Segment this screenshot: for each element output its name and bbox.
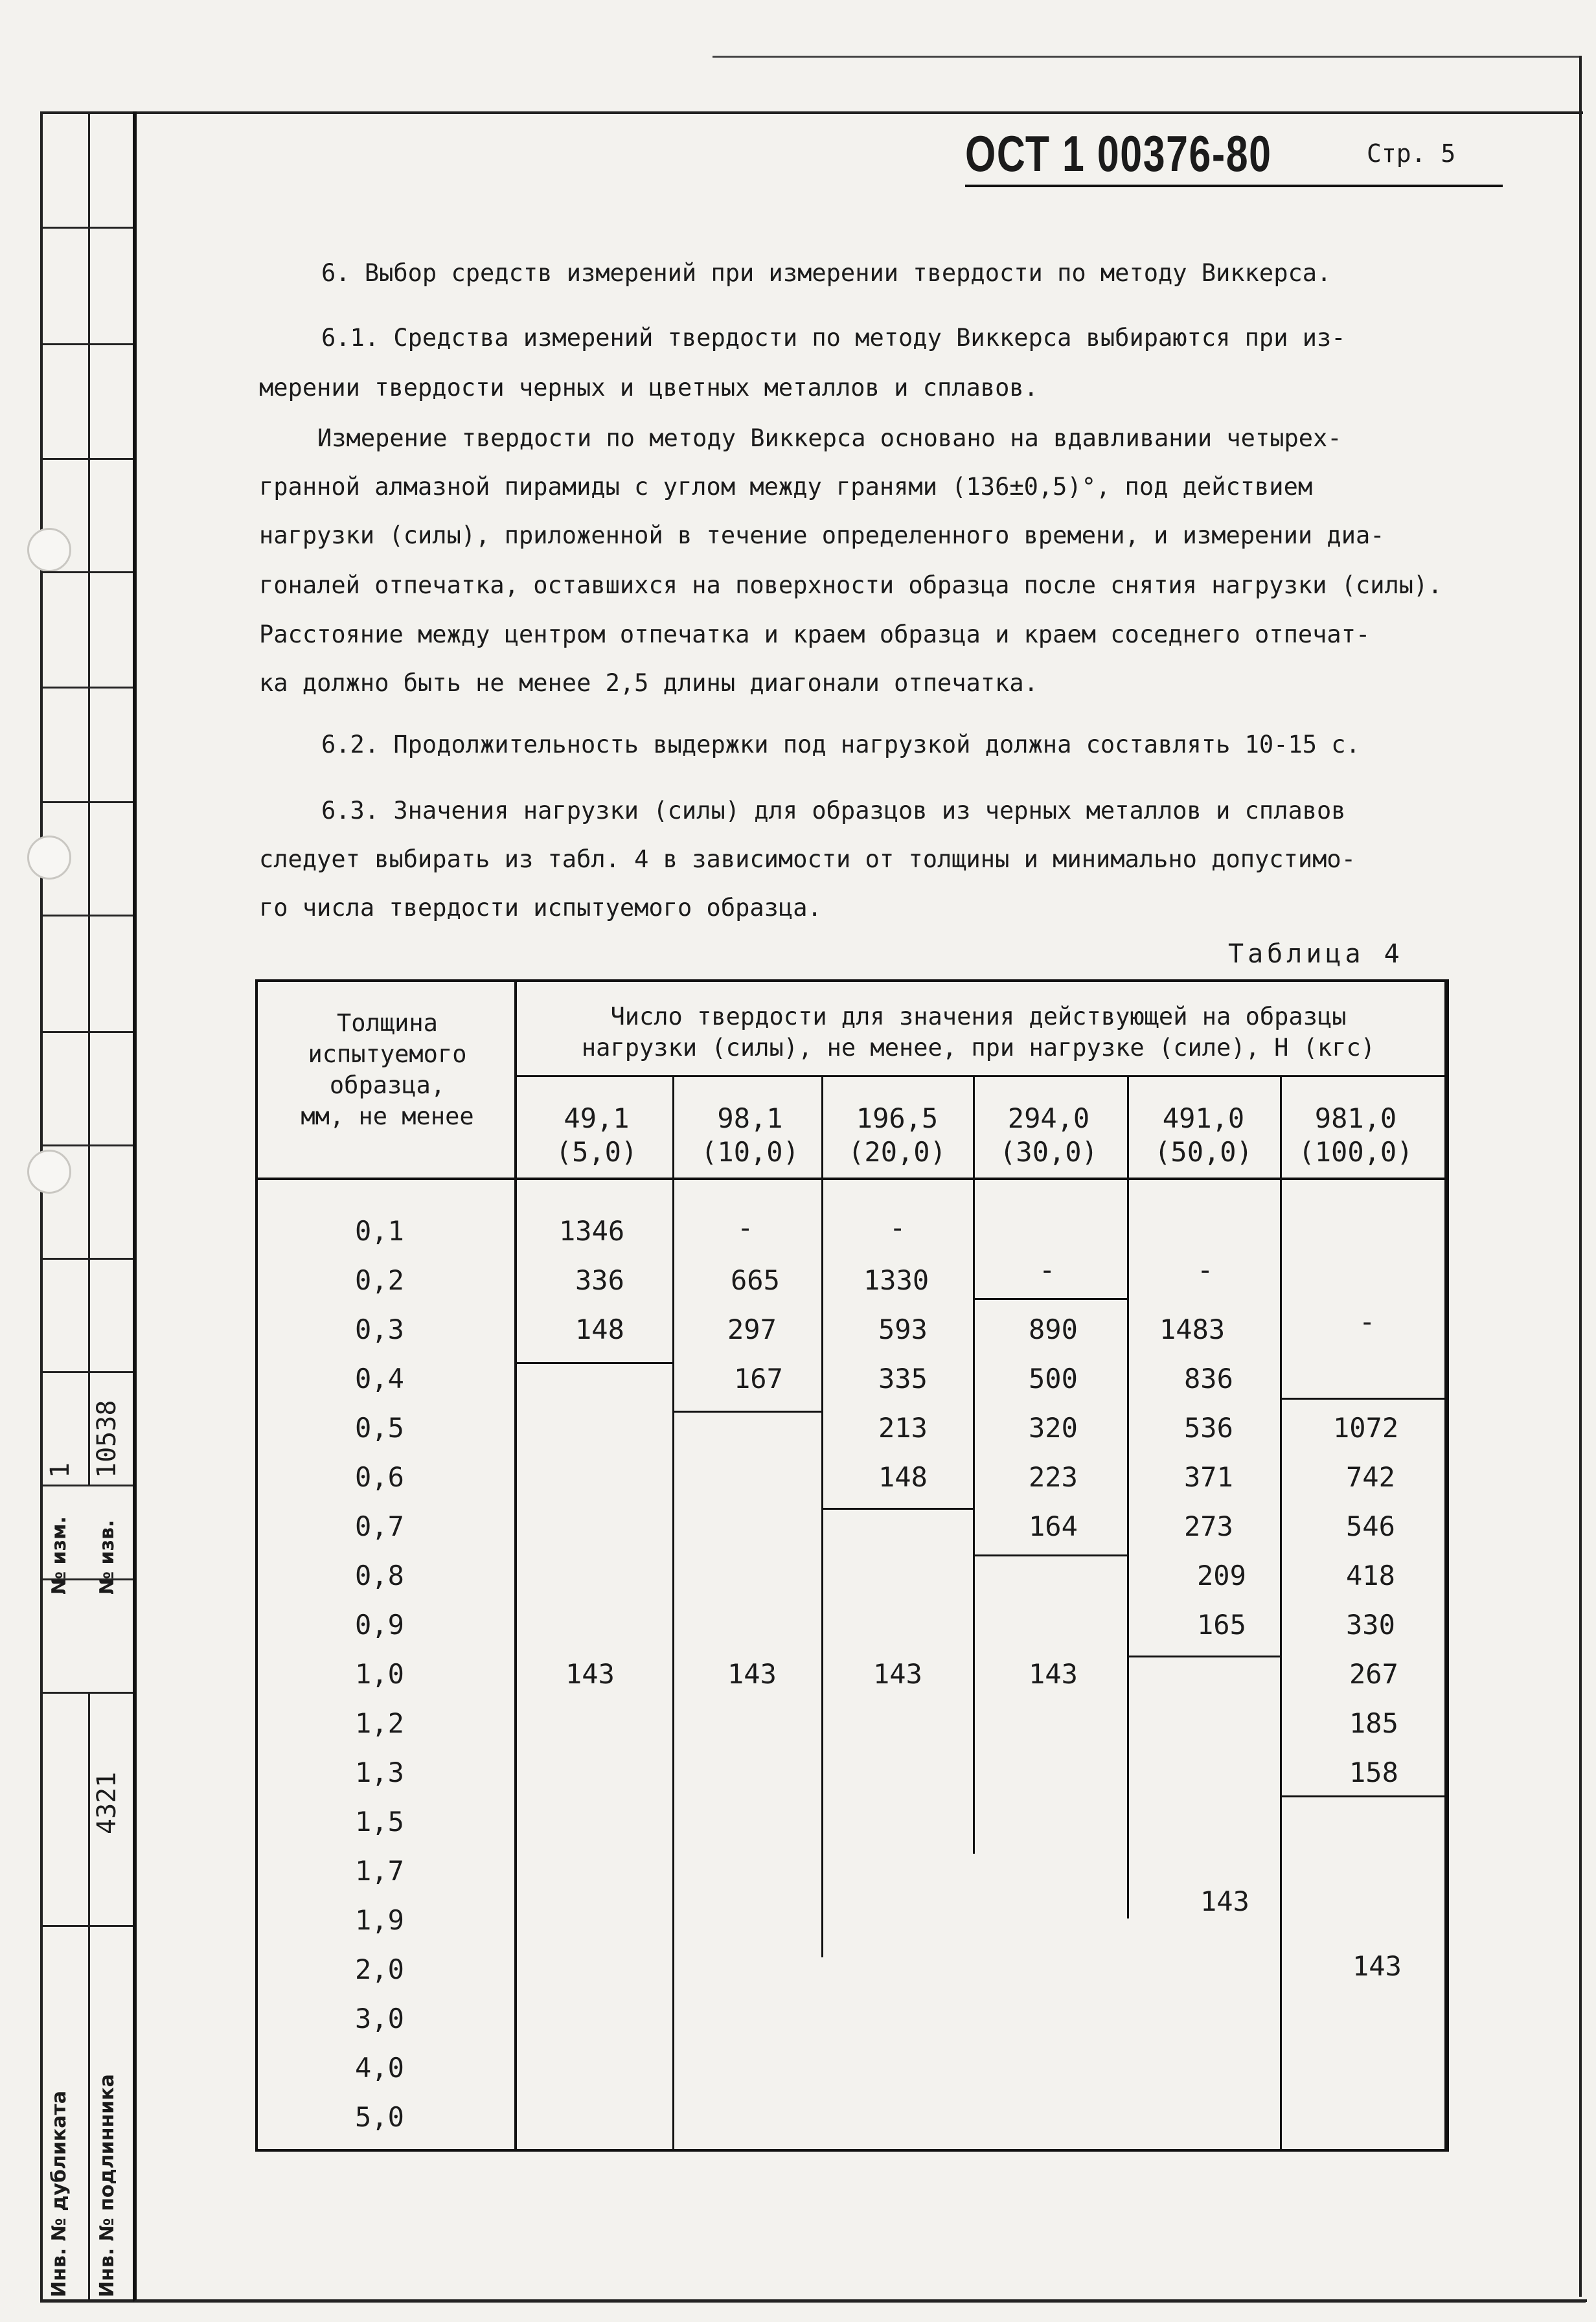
hardness-cell: 143 <box>1352 1950 1402 1982</box>
header-line: нагрузки (силы), не менее, при нагрузке (силе), Н (кгс) <box>581 1034 1376 1062</box>
table-caption: Таблица 4 <box>1228 939 1404 969</box>
paragraph-line: го числа твердости испытуемого образца. <box>259 894 822 922</box>
podl-label: Инв. № подлинника <box>96 2074 119 2297</box>
grid-line <box>973 1554 1128 1556</box>
paragraph-line: 6.2. Продолжительность выдержки под нагрузкой должна составлять 10-15 с. <box>321 731 1360 758</box>
load-value-kgs: (5,0) <box>555 1136 638 1168</box>
hardness-cell: 665 <box>731 1264 780 1296</box>
grid-line <box>821 1180 823 1957</box>
hardness-cell: 143 <box>565 1658 615 1690</box>
stamp-row-line <box>40 1031 133 1033</box>
header-line: Толщина <box>337 1009 438 1037</box>
thickness-cell: 1,5 <box>355 1806 404 1838</box>
paragraph-line: гранной алмазной пирамиды с углом между гранями (136±0,5)°, под действием <box>259 473 1313 501</box>
thickness-cell: 0,8 <box>355 1560 404 1591</box>
paragraph-line: мерении твердости черных и цветных металлов и сплавов. <box>259 374 1038 402</box>
load-value-kgs: (100,0) <box>1298 1136 1413 1168</box>
load-value: 491,0 <box>1162 1102 1245 1134</box>
paragraph-line: 6.3. Значения нагрузки (силы) для образцов из черных металлов и сплавов <box>321 797 1346 825</box>
hardness-cell: 143 <box>1200 1885 1249 1917</box>
load-value: 49,1 <box>564 1102 630 1134</box>
stamp-row-line <box>40 1485 133 1486</box>
grid-line <box>258 1178 1444 1180</box>
thickness-cell: 1,2 <box>355 1707 404 1739</box>
grid-line <box>973 1180 975 1854</box>
load-header-49 <box>522 1102 671 1169</box>
header-line: мм, не менее <box>301 1102 474 1130</box>
grid-line <box>821 1075 823 1180</box>
load-value: 98,1 <box>717 1102 783 1134</box>
thickness-cell: 0,3 <box>355 1314 404 1345</box>
grid-line <box>1280 1795 1444 1797</box>
stamp-row-line <box>40 1144 133 1146</box>
hardness-cell: 593 <box>878 1314 928 1345</box>
stamp-row-line <box>40 1371 133 1373</box>
load-header-294 <box>974 1102 1123 1169</box>
hardness-cell: 742 <box>1346 1461 1395 1493</box>
hardness-cell: 418 <box>1346 1560 1395 1591</box>
load-value-kgs: (20,0) <box>848 1136 946 1168</box>
stamp-row-line <box>40 687 133 689</box>
hardness-cell: 165 <box>1197 1609 1246 1641</box>
thickness-cell: 1,9 <box>355 1904 404 1936</box>
thickness-cell: 0,5 <box>355 1412 404 1444</box>
hardness-cell: 167 <box>734 1363 783 1394</box>
paragraph-line: следует выбирать из табл. 4 в зависимости от толщины и минимально допустимо- <box>259 845 1356 873</box>
margin-stamp-column <box>40 111 133 2299</box>
hardness-cell: 890 <box>1029 1314 1078 1345</box>
thickness-cell: 0,6 <box>355 1461 404 1493</box>
thickness-cell: 0,2 <box>355 1264 404 1296</box>
stamp-row-line <box>40 1925 133 1927</box>
grid-line <box>514 1075 1444 1077</box>
stamp-divider <box>88 1692 90 2299</box>
hardness-cell: 1072 <box>1333 1412 1399 1444</box>
outer-frame-top-line <box>712 56 1580 58</box>
hardness-cell: 273 <box>1184 1510 1233 1542</box>
izm-value: 1 <box>45 1462 75 1478</box>
hardness-cell: 143 <box>727 1658 777 1690</box>
stamp-divider <box>88 111 90 1485</box>
hardness-cell: 546 <box>1346 1510 1395 1542</box>
hardness-cell: 143 <box>873 1658 922 1690</box>
hardness-cell: - <box>1039 1254 1056 1286</box>
load-value: 294,0 <box>1007 1102 1090 1134</box>
hardness-cell: 536 <box>1184 1412 1233 1444</box>
load-value-kgs: (50,0) <box>1154 1136 1253 1168</box>
thickness-cell: 2,0 <box>355 1953 404 1985</box>
grid-line <box>672 1180 674 2149</box>
hardness-cell: 336 <box>575 1264 624 1296</box>
grid-line <box>672 1411 823 1413</box>
hardness-cell: - <box>737 1212 754 1244</box>
stamp-row-line <box>40 801 133 803</box>
stamp-row-line <box>40 227 133 229</box>
grid-line <box>973 1075 975 1180</box>
header-line: испытуемого <box>308 1040 467 1068</box>
page-number: Стр. 5 <box>1367 139 1456 168</box>
hardness-table <box>255 979 1449 2152</box>
hardness-cell: 148 <box>878 1461 928 1493</box>
stamp-row-line <box>40 343 133 345</box>
stamp-row-line <box>40 1258 133 1260</box>
thickness-cell: 0,1 <box>355 1215 404 1247</box>
document-number: ОСТ 1 00376-80 <box>965 125 1272 182</box>
inv-value: 4321 <box>92 1771 122 1834</box>
grid-line <box>514 1362 674 1364</box>
hardness-cell: 143 <box>1029 1658 1078 1690</box>
hardness-cell: 1346 <box>559 1215 625 1247</box>
grid-line <box>1127 1656 1282 1657</box>
izv-label: № изв. <box>96 1520 119 1595</box>
header-line: образца, <box>329 1071 446 1099</box>
hardness-cell: 164 <box>1029 1510 1078 1542</box>
paragraph-line: ка должно быть не менее 2,5 длины диагонали отпечатка. <box>259 669 1038 697</box>
izm-label: № изм. <box>48 1516 71 1595</box>
hardness-cell: - <box>1359 1306 1376 1337</box>
hardness-cell: 330 <box>1346 1609 1395 1641</box>
stamp-row-line <box>40 1692 133 1694</box>
stamp-row-line <box>40 915 133 916</box>
load-header-981 <box>1281 1102 1430 1169</box>
thickness-cell: 1,7 <box>355 1855 404 1887</box>
hardness-cell: 158 <box>1349 1757 1398 1788</box>
grid-line <box>1280 1075 1282 1180</box>
paragraph-line: 6.1. Средства измерений твердости по методу Виккерса выбираются при из- <box>321 324 1346 352</box>
hardness-cell: 297 <box>727 1314 777 1345</box>
hardness-cell: 185 <box>1349 1707 1398 1739</box>
load-value-kgs: (10,0) <box>701 1136 799 1168</box>
grid-line <box>672 1075 674 1180</box>
grid-line <box>1280 1180 1282 2152</box>
hardness-cell: 1330 <box>863 1264 929 1296</box>
grid-line <box>1127 1075 1129 1180</box>
hardness-cell: 148 <box>575 1314 624 1345</box>
hardness-cell: 209 <box>1197 1560 1246 1591</box>
hardness-cell: - <box>889 1212 906 1244</box>
hardness-cell: 1483 <box>1159 1314 1226 1345</box>
load-group-header <box>517 1001 1440 1064</box>
grid-line <box>821 1508 975 1510</box>
izv-value: 10538 <box>92 1400 122 1478</box>
load-value: 196,5 <box>856 1102 939 1134</box>
thickness-cell: 1,3 <box>355 1757 404 1788</box>
thickness-cell: 4,0 <box>355 2052 404 2084</box>
grid-line <box>514 982 517 2149</box>
hardness-cell: 223 <box>1029 1461 1078 1493</box>
thickness-cell: 0,7 <box>355 1510 404 1542</box>
document-number-underline <box>965 185 1503 187</box>
stamp-row-line <box>40 458 133 460</box>
grid-line <box>973 1298 1128 1300</box>
thickness-cell: 0,9 <box>355 1609 404 1641</box>
hardness-cell: 267 <box>1349 1658 1398 1690</box>
hardness-cell: 320 <box>1029 1412 1078 1444</box>
stamp-row-line <box>40 571 133 573</box>
hardness-cell: - <box>1197 1254 1214 1286</box>
hardness-cell: 335 <box>878 1363 928 1394</box>
thickness-cell: 3,0 <box>355 2003 404 2034</box>
hardness-cell: 836 <box>1184 1363 1233 1394</box>
paragraph-line: нагрузки (силы), приложенной в течение определенного времени, и измерении диа- <box>259 521 1385 549</box>
hardness-cell: 213 <box>878 1412 928 1444</box>
load-header-196 <box>823 1102 972 1169</box>
grid-line <box>1127 1180 1129 1918</box>
paragraph-line: гоналей отпечатка, оставшихся на поверхности образца после снятия нагрузки (силы). <box>259 571 1442 599</box>
paragraph-line: Расстояние между центром отпечатка и краем образца и краем соседнего отпечат- <box>259 620 1371 648</box>
load-header-98 <box>676 1102 825 1169</box>
thickness-cell: 0,4 <box>355 1363 404 1394</box>
load-value: 981,0 <box>1314 1102 1397 1134</box>
load-header-491 <box>1129 1102 1278 1169</box>
grid-line <box>1280 1398 1444 1400</box>
hardness-cell: 371 <box>1184 1461 1233 1493</box>
hardness-cell: 500 <box>1029 1363 1078 1394</box>
section-heading: 6. Выбор средств измерений при измерении твердости по методу Виккерса. <box>321 259 1332 287</box>
thickness-cell: 5,0 <box>355 2101 404 2133</box>
header-line: Число твердости для значения действующей на образцы <box>610 1003 1347 1030</box>
load-value-kgs: (30,0) <box>999 1136 1098 1168</box>
thickness-column-header <box>258 1008 517 1132</box>
paragraph-line: Измерение твердости по методу Виккерса основано на вдавливании четырех- <box>317 424 1342 452</box>
dubl-label: Инв. № дубликата <box>48 2090 71 2297</box>
thickness-cell: 1,0 <box>355 1658 404 1690</box>
